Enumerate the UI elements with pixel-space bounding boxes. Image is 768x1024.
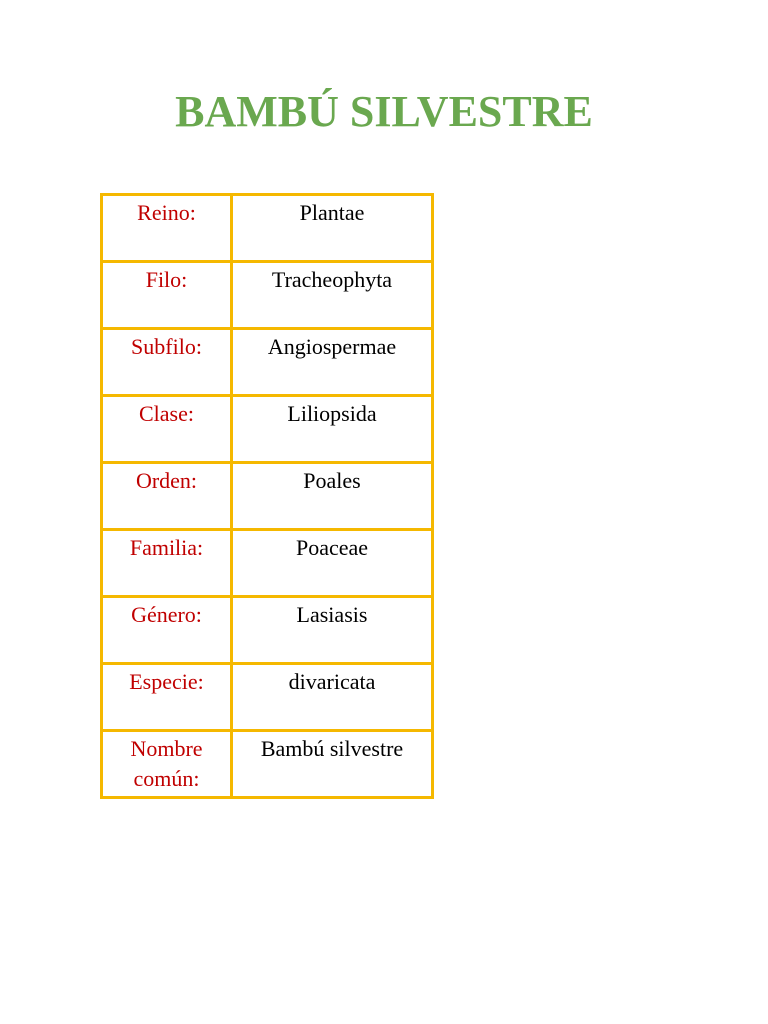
rank-label-genero: Género:	[102, 597, 232, 664]
rank-label-subfilo: Subfilo:	[102, 329, 232, 396]
table-row	[102, 396, 433, 463]
table-row	[102, 597, 433, 664]
rank-value-genero: Lasiasis	[232, 597, 433, 664]
table-row	[102, 731, 433, 798]
rank-label-familia: Familia:	[102, 530, 232, 597]
rank-label-nombre-comun: Nombre común:	[102, 731, 232, 798]
rank-value-familia: Poaceae	[232, 530, 433, 597]
table-row	[102, 329, 433, 396]
table-row	[102, 664, 433, 731]
rank-label-reino: Reino:	[102, 195, 232, 262]
rank-value-especie: divaricata	[232, 664, 433, 731]
table-row	[102, 463, 433, 530]
rank-label-especie: Especie:	[102, 664, 232, 731]
rank-value-reino: Plantae	[232, 195, 433, 262]
rank-value-subfilo: Angiospermae	[232, 329, 433, 396]
taxonomy-table	[100, 193, 434, 799]
table-row	[102, 262, 433, 329]
rank-label-filo: Filo:	[102, 262, 232, 329]
rank-value-nombre-comun: Bambú silvestre	[232, 731, 433, 798]
page-title: BAMBÚ SILVESTRE	[175, 87, 593, 136]
rank-value-orden: Poales	[232, 463, 433, 530]
rank-label-orden: Orden:	[102, 463, 232, 530]
rank-value-clase: Liliopsida	[232, 396, 433, 463]
rank-value-filo: Tracheophyta	[232, 262, 433, 329]
table-row	[102, 530, 433, 597]
table-row	[102, 195, 433, 262]
rank-label-clase: Clase:	[102, 396, 232, 463]
